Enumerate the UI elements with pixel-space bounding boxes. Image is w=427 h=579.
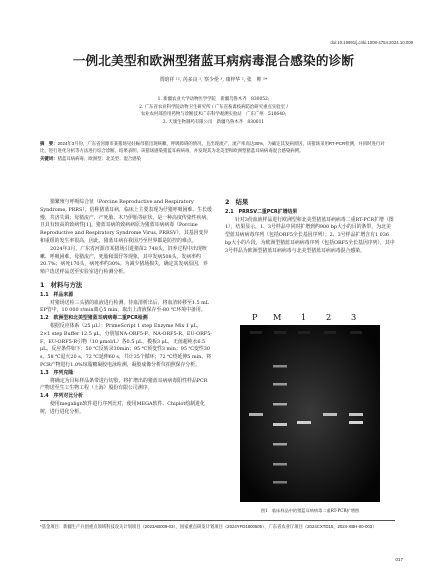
lane-label: P <box>252 312 258 322</box>
subsection-heading: 1.2 欧洲型和北美型猪蓝耳病病毒二重PCR检测 <box>40 315 148 322</box>
sample-band <box>249 413 263 416</box>
subsection-heading: 2.1 PRRSV二重PCR扩增结果 <box>225 208 298 215</box>
marker-band <box>273 403 287 406</box>
marker-band <box>273 383 287 386</box>
affiliation: 农业农村部兽用药物与诊断技术广东科学观测实验站 广东广州 510640; <box>140 112 287 117</box>
doi: doi:10.19991/j.cnki.1008-4754.2024.10.009 <box>330 40 413 45</box>
marker-band <box>273 423 287 426</box>
abstract-text: 2024年3月份，广东省河源市某猪场见妊娠母猪出现咳嗽、呼吸障碍的情况，且出现流产，流产率高达30%，为确定其发病原因，该猪场采用RT-PCR检测，并同时进行对比，进行进化分析等方法进行综合诊断。结果表明，该猪场感染猪蓝耳病病毒，并发现其为北美型和欧洲型猪蓝耳病病毒混合感染病例。 <box>40 141 385 154</box>
paragraph: 将确定为目标样品条带进行切胶，将扩增出的猪蓝耳病病毒阳性样品PCR产物送至生工生物工程（上海）股份有限公司测序。 <box>40 377 208 392</box>
footnote-rule <box>40 520 395 521</box>
paragraph: 根据反应体系（25 μL）：PrimeScript 1 step Enzyme Mix 1 μL，2×1 step Buffer 12.5 μL，分别加NA-ORF5-F、NA-ORF5-R、EU-ORF5-F、EU-ORF5-R引物（10 μmol/L）各0.5 μL，模板3 μL，无菌超纯水6.5 μL。反应条件如下：50 ℃反转录30min；95 ℃预变性3 min；95 ℃变性30 s，58 ℃退火20 s，72 ℃延伸60 s，共计35个循环；72 ℃终延伸5 min。将PCR产物进行1.0%琼脂糖凝胶电泳检测，凝胶成像分析仪拍照保存分析。 <box>40 322 212 368</box>
marker-band <box>273 443 287 446</box>
lane-label: 1 <box>301 312 307 322</box>
well <box>274 331 286 334</box>
lane-label: 3 <box>351 312 357 322</box>
section-heading: 1 材料与方法 <box>40 281 83 289</box>
marker-band <box>273 481 287 484</box>
abstract-label: 摘 要： <box>40 141 58 146</box>
affiliation: 3. 天康生物制药有限公司 新疆乌鲁木齐 830011 <box>162 120 265 125</box>
case-paragraph: 2024年3月，广东省河源市某猪场引进猪苗2 748头，饲养过程中出现咳嗽、呼吸困难，母猪流产，死胎和弱仔等现象，其中发病508头，发病率约20.7%；病死170头，病死率约30%。为减少猪场损失，确定其发病原因，养殖户选送样品送至实验室进行检测分析。 <box>40 245 208 276</box>
intro-paragraph: 猪繁殖与呼吸综合征（Porcine Reproductive and Respiratory Syndrome, PRRS），俗称猪蓝耳病，临床上主要表现为仔猪呼吸困难、生长缓慢、共济失调；母猪流产、产死胎、木乃伊胎等症状，是一种高度传染性疾病，且具有较高的致病性[1]。猪蓝耳病的致病病原为猪蓝耳病病毒（Porcine Reproductive and Respiratory Syndrome Virus, PRRSV），其基因变异和重组的发生率很高，因此，猪蓝耳病在我国乃至世界都是防控的难点。 <box>40 199 212 244</box>
paragraph: 使用megalign软件进行序列比对，使用MEGA软件、Chiplot绘制进化树，进行进化分析。 <box>40 400 205 415</box>
footnote: *基金项目：新疆生产兵团重点领域科技攻关计划项目（2023AB009-03）、国家重点研发计划项目（2024YFD1800505）、广东省农业厅项目（2024CXTD15、2024-XBH-00-003） <box>40 524 377 529</box>
subsection-heading: 1.4 序列对比分析 <box>40 393 83 400</box>
section-heading: 2 结果 <box>225 199 249 206</box>
sample-band <box>349 413 363 416</box>
marker-band <box>273 463 287 466</box>
keywords-label: 关键词： <box>40 156 58 162</box>
sample-band <box>349 421 363 424</box>
subsection-heading: 1.1 样品来源 <box>40 291 74 298</box>
page-title: 一例北美型和欧洲型猪蓝耳病病毒混合感染的诊断 <box>72 53 355 68</box>
affiliation: 1. 新疆农业大学动物医学学院 新疆乌鲁木齐 830052; <box>157 97 270 102</box>
paragraph: 针对3份血液样品进行欧洲型和北美型猪蓝耳病病毒二重RT-PCR扩增（图1），结果显示，1、3号样品中同时扩增到约900 bp大小的目的条带，为北美型蓝耳病病毒序列（包括ORF5全长基因序列）；2、3号样品扩增含有1 036 bp大小的片段，为欧洲型猪蓝耳病病毒序列（包括ORF5全长基因序列），其中3号样品为欧洲型猪蓝耳病病毒与北美型猪蓝耳病病毒混合感染。 <box>225 216 395 254</box>
authors: 贾晗祥 ¹², 芮多良 ¹, 察少伦 ³, 康梓华 ², 张 帅 ²* <box>159 77 268 83</box>
abstract <box>40 140 390 163</box>
lane-label: M <box>273 312 282 322</box>
gel-image <box>240 325 380 502</box>
well <box>250 331 262 334</box>
affiliation: 2. 广东省农业科学院动物卫生研究所 / 广东省畜禽疫病防治研究重点实验室 / <box>139 105 288 110</box>
subsection-heading: 1.3 序列克隆 <box>40 369 74 376</box>
well <box>298 331 310 334</box>
left-column <box>40 199 212 417</box>
right-column <box>225 199 395 256</box>
paragraph: 对猪场送检三头猪的血液进行检测，待血清析出后，将血清转移至1.5 mL EP管中，10 000 r/min离心5 min，取出上清液保存至-80 ℃环境中备用。 <box>40 299 210 314</box>
lane-label: 2 <box>326 312 332 322</box>
figure-caption: 图1 临床样品中的猪蓝耳病病毒二重RT-PCR扩增图 <box>260 508 360 513</box>
well <box>350 331 362 334</box>
gel-figure <box>240 312 380 502</box>
page-number: 017 <box>395 557 403 562</box>
marker-band <box>273 365 287 368</box>
sample-band <box>323 413 337 416</box>
keywords-text: 猪蓝耳病病毒；欧洲型；北美型；混合感染 <box>57 156 142 162</box>
well <box>324 331 336 334</box>
sample-band <box>297 421 311 424</box>
